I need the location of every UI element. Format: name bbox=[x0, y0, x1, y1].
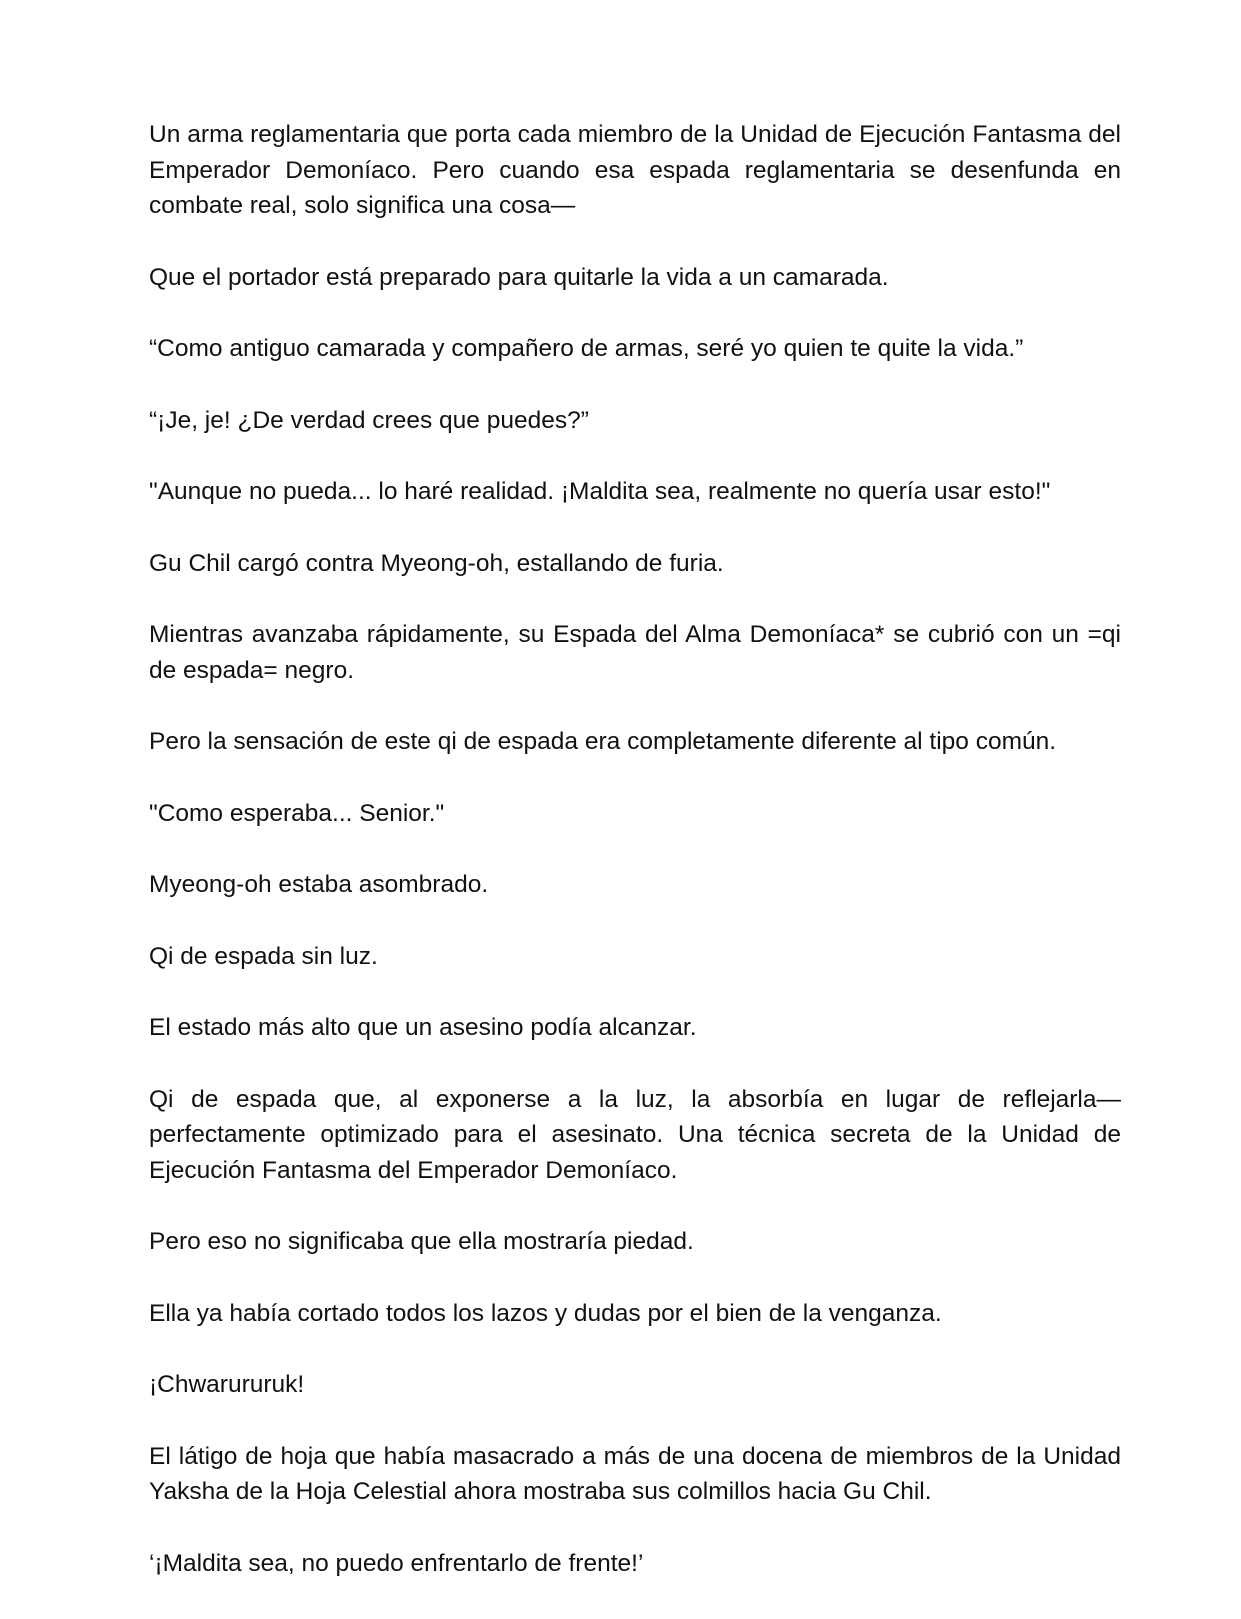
paragraph: “Como antiguo camarada y compañero de armas, seré yo quien te quite la vida.” bbox=[149, 335, 1024, 362]
paragraph: Pero eso no significaba que ella mostraría piedad. bbox=[149, 1228, 694, 1255]
paragraph: Gu Chil cargó contra Myeong-oh, estallando de furia. bbox=[149, 549, 724, 577]
paragraph: El látigo de hoja que había masacrado a más de una docena de miembros de la Unidad Yaksha de la Hoja Celestial ahora mostraba sus colmillos hacia Gu Chil. bbox=[149, 1442, 1121, 1505]
paragraph: ¡Chwarururuk! bbox=[149, 1371, 305, 1398]
paragraph: El estado más alto que un asesino podía alcanzar. bbox=[149, 1014, 697, 1041]
paragraph: Un arma reglamentaria que porta cada miembro de la Unidad de Ejecución Fantasma del Emperador Demoníaco. Pero cuando esa espada reglamentaria se desenfunda en combate real, solo significa una cosa— bbox=[149, 121, 1121, 219]
paragraph: "Aunque no pueda... lo haré realidad. ¡Maldita sea, realmente no quería usar esto!" bbox=[149, 478, 1051, 505]
paragraph: Que el portador está preparado para quitarle la vida a un camarada. bbox=[149, 263, 889, 291]
paragraph: Myeong-oh estaba asombrado. bbox=[149, 871, 489, 898]
paragraph: "Como esperaba... Senior." bbox=[149, 799, 445, 827]
paragraph: Mientras avanzaba rápidamente, su Espada del Alma Demoníaca* se cubrió con un =qi de espada= negro. bbox=[149, 621, 1121, 684]
document-page bbox=[149, 117, 1121, 1581]
paragraph: Qi de espada sin luz. bbox=[149, 942, 378, 970]
paragraph: Pero la sensación de este qi de espada era completamente diferente al tipo común. bbox=[149, 728, 1057, 755]
paragraph: Qi de espada que, al exponerse a la luz, la absorbía en lugar de reflejarla—perfectamente optimizado para el asesinato. Una técnica secreta de la Unidad de Ejecución Fantasma del Emperador Demoníaco. bbox=[149, 1085, 1121, 1184]
paragraph: Ella ya había cortado todos los lazos y dudas por el bien de la venganza. bbox=[149, 1299, 942, 1327]
paragraph: ‘¡Maldita sea, no puedo enfrentarlo de frente!’ bbox=[149, 1549, 644, 1577]
paragraph: “¡Je, je! ¿De verdad crees que puedes?” bbox=[149, 406, 589, 434]
